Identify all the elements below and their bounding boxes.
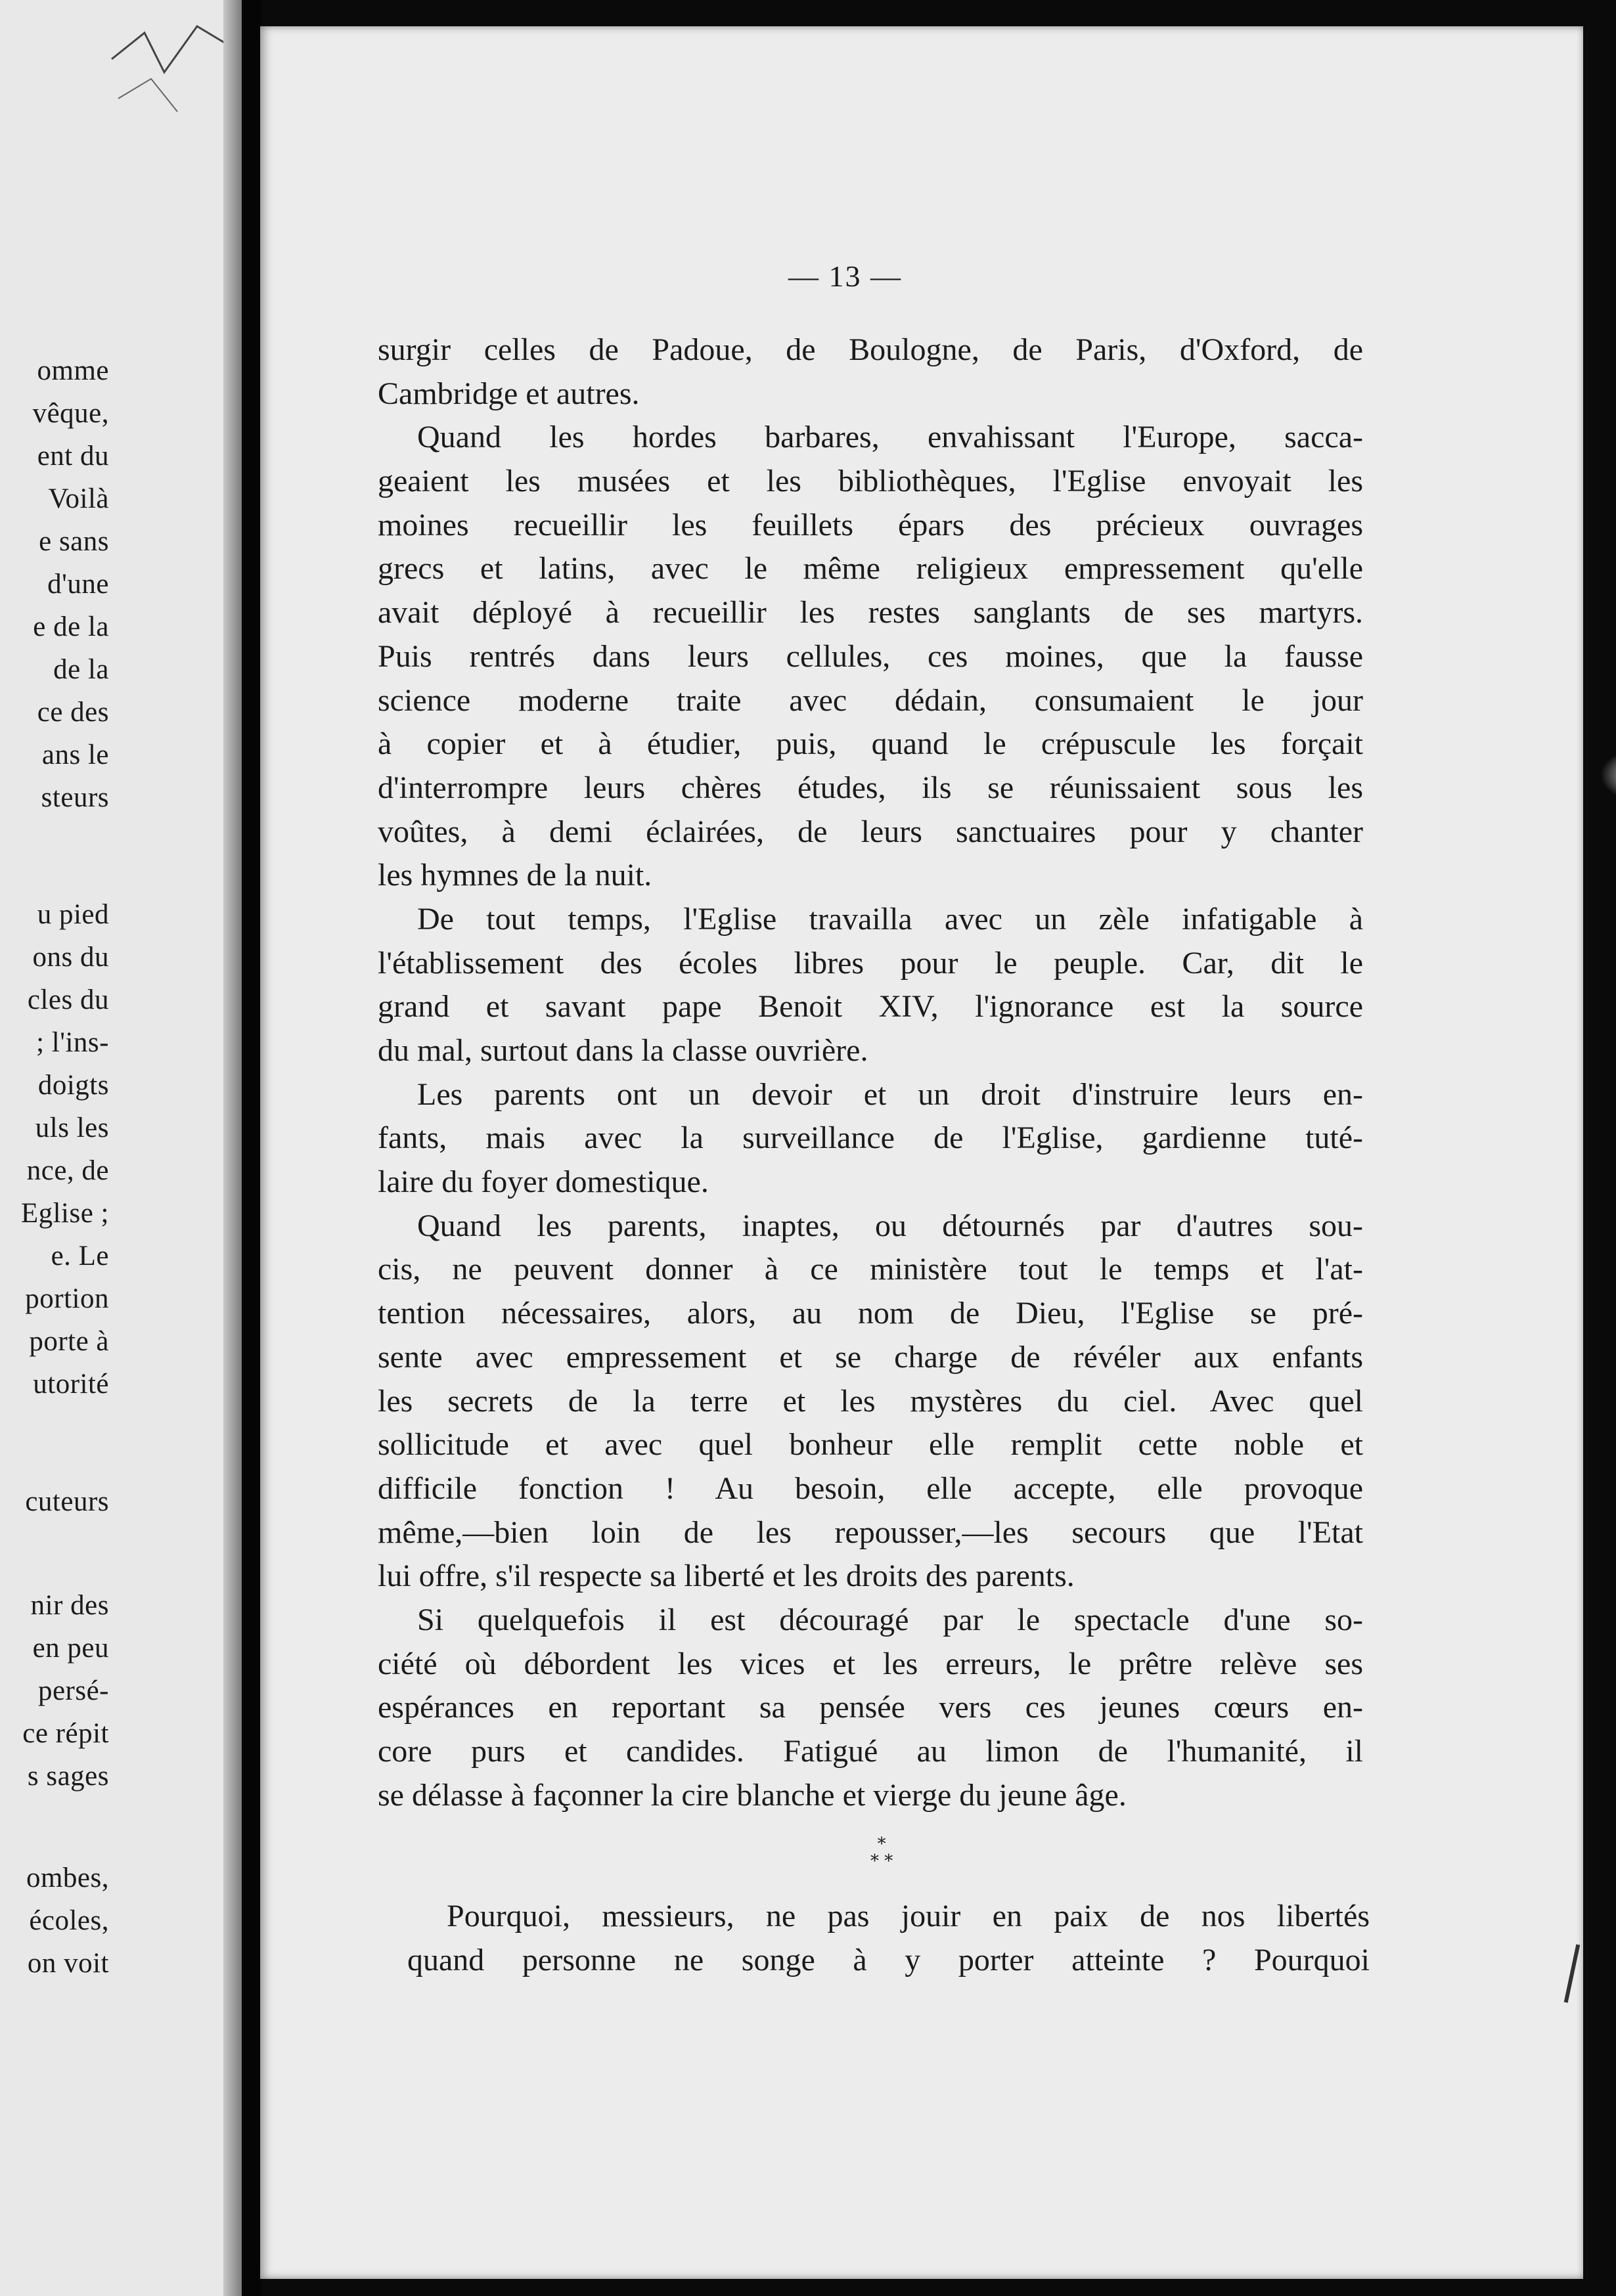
text-line: voûtes, à demi éclairées, de leurs sanctuaires pour y chanter: [378, 814, 1363, 849]
text-line: Quand les hordes barbares, envahissant l'Europe, sacca-: [417, 420, 1363, 455]
text-line: Cambridge et autres.: [378, 376, 640, 411]
text-line: fants, mais avec la surveillance de l'Eglise, gardienne tuté-: [378, 1120, 1363, 1156]
paragraph: [378, 328, 1363, 416]
text-line: De tout temps, l'Eglise travailla avec un zèle infatigable à: [417, 901, 1363, 937]
ornament-bottom-stars: * *: [870, 1851, 893, 1871]
text-line: les secrets de la terre et les mystères du ciel. Avec quel: [378, 1383, 1363, 1419]
section-ornament: [870, 1836, 893, 1870]
text-line: Quand les parents, inaptes, ou détournés par d'autres sou-: [417, 1208, 1363, 1243]
text-line: geaient les musées et les bibliothèques, l'Eglise envoyait les: [378, 464, 1363, 499]
final-paragraph: [407, 1895, 1370, 1982]
left-page-line: de la: [53, 654, 109, 685]
paragraph: [378, 898, 1363, 1073]
left-page-line: ombes,: [26, 1863, 109, 1893]
text-line: moines recueillir les feuillets épars des précieux ouvrages: [378, 507, 1363, 542]
text-line: les hymnes de la nuit.: [378, 858, 652, 893]
left-page-line: utorité: [33, 1369, 109, 1400]
text-line: surgir celles de Padoue, de Boulogne, de Paris, d'Oxford, de: [378, 332, 1363, 367]
text-line: cis, ne peuvent donner à ce ministère tout le temps et l'at-: [378, 1252, 1363, 1287]
left-page-line: doigts: [37, 1070, 109, 1101]
text-line: sente avec empressement et se charge de révéler aux enfants: [378, 1339, 1363, 1375]
ornament-top-star: *: [877, 1834, 886, 1854]
text-line: lui offre, s'il respecte sa liberté et les droits des parents.: [378, 1558, 1075, 1594]
text-line: Si quelquefois il est découragé par le spectacle d'une so-: [417, 1602, 1363, 1637]
left-page-line: ce répit: [22, 1718, 109, 1749]
text-line: laire du foyer domestique.: [378, 1164, 709, 1200]
left-page-line: e de la: [33, 611, 109, 642]
text-line: sollicitude et avec quel bonheur elle remplit cette noble et: [378, 1427, 1363, 1463]
main-text-block: [378, 328, 1363, 1817]
left-page-line: portion: [25, 1283, 109, 1314]
paragraph: [378, 1073, 1363, 1204]
text-line: core purs et candides. Fatigué au limon de l'humanité, il: [378, 1734, 1363, 1769]
left-page-line: ent du: [37, 441, 109, 472]
text-line: grand et savant pape Benoit XIV, l'ignorance est la source: [378, 989, 1363, 1025]
text-line: grecs et latins, avec le même religieux empressement qu'elle: [378, 551, 1363, 586]
left-page-line: ans le: [41, 740, 109, 770]
left-page-line: on voit: [27, 1948, 109, 1979]
left-page-line: en peu: [32, 1633, 109, 1664]
paragraph: [378, 416, 1363, 898]
paragraph: [378, 1204, 1363, 1599]
left-page-line: ; l'ins-: [36, 1027, 109, 1058]
text-line: Les parents ont un devoir et un droit d'instruire leurs en-: [417, 1076, 1363, 1112]
paragraph: [378, 1599, 1363, 1817]
text-line: à copier et à étudier, puis, quand le crépuscule les forçait: [378, 726, 1363, 762]
text-line: avait déployé à recueillir les restes sanglants de ses martyrs.: [378, 595, 1363, 630]
text-line: même,—bien loin de les repousser,—les secours que l'Etat: [378, 1514, 1363, 1550]
torn-paper-mark: [105, 20, 236, 118]
page-number: — 13 —: [788, 259, 902, 293]
left-page-line: omme: [37, 355, 109, 386]
text-line: science moderne traite avec dédain, consumaient le jour: [378, 682, 1363, 718]
left-page-line: Voilà: [48, 483, 109, 514]
left-page-fragment: [0, 0, 243, 2296]
text-line: Pourquoi, messieurs, ne pas jouir en paix de nos libertés: [447, 1899, 1370, 1933]
left-page-line: e sans: [39, 526, 109, 557]
left-page-line: Eglise ;: [20, 1198, 109, 1229]
left-page-line: porte à: [29, 1326, 109, 1357]
left-page-line: e. Le: [51, 1241, 109, 1271]
text-line: difficile fonction ! Au besoin, elle accepte, elle provoque: [378, 1470, 1363, 1506]
left-page-line: nce, de: [26, 1155, 109, 1186]
text-line: Puis rentrés dans leurs cellules, ces moines, que la fausse: [378, 638, 1363, 674]
book-spine: [242, 0, 261, 2296]
left-page-text-column: [0, 0, 109, 2296]
text-line: ciété où débordent les vices et les erreurs, le prêtre relève ses: [378, 1646, 1363, 1681]
left-page-line: nir des: [30, 1590, 109, 1621]
text-line: se délasse à façonner la cire blanche et vierge du jeune âge.: [378, 1777, 1127, 1813]
text-line: tention nécessaires, alors, au nom de Dieu, l'Eglise se pré-: [378, 1296, 1363, 1331]
left-page-line: ce des: [37, 697, 109, 728]
left-page-line: persé-: [37, 1675, 109, 1706]
left-page-line: écoles,: [29, 1905, 109, 1936]
left-page-line: vêque,: [32, 398, 109, 429]
paper-smudge: [1600, 749, 1616, 801]
left-page-line: steurs: [41, 782, 109, 813]
text-line: d'interrompre leurs chères études, ils se réunissaient sous les: [378, 770, 1363, 805]
text-line: quand personne ne songe à y porter atteinte ? Pourquoi: [407, 1942, 1370, 1977]
left-page-line: d'une: [47, 569, 109, 600]
left-page-line: s sages: [27, 1761, 109, 1792]
left-page-line: cuteurs: [25, 1486, 109, 1517]
left-page-line: cles du: [27, 984, 109, 1015]
left-page-line: uls les: [35, 1113, 109, 1143]
left-page-line: u pied: [37, 899, 109, 930]
left-page-line: ons du: [32, 942, 109, 973]
text-line: espérances en reportant sa pensée vers ces jeunes cœurs en-: [378, 1690, 1363, 1725]
text-line: du mal, surtout dans la classe ouvrière.: [378, 1033, 868, 1068]
text-line: l'établissement des écoles libres pour le peuple. Car, dit le: [378, 945, 1363, 981]
